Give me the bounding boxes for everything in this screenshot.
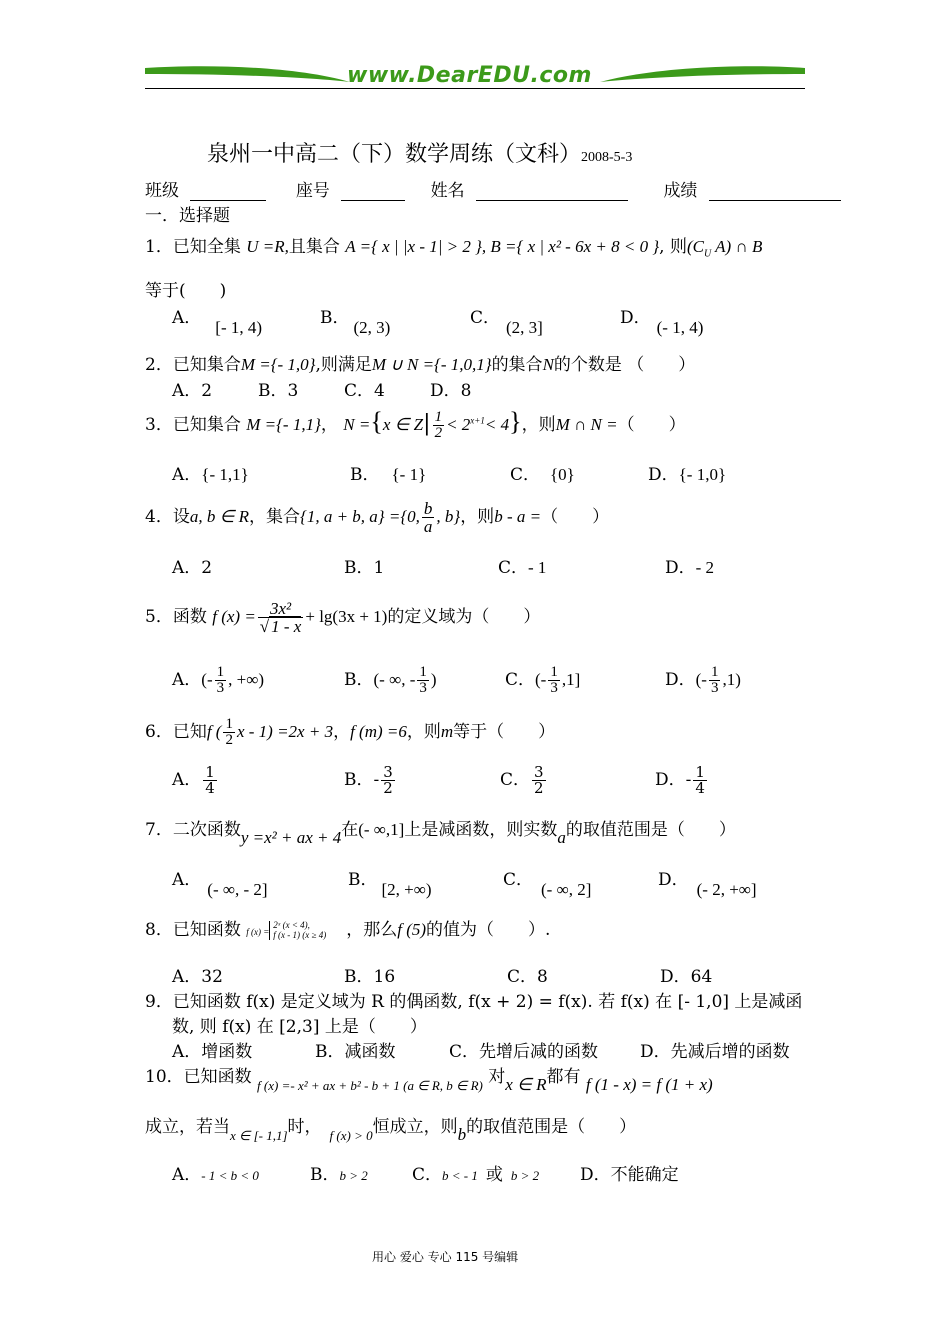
seat-label: 座号 (295, 181, 330, 201)
q2-option-d[interactable]: D．8 (430, 381, 472, 401)
q4-fraction: $\frac{b}{a}$ (423, 499, 433, 536)
q1-text: 已知全集 (172, 237, 241, 257)
q3-option-c[interactable]: C． {0} (510, 465, 575, 485)
question-3: 3．已知集合 M ={- 1,1}， N ={x ∈ Z| $\frac{1}{2}$ < $2^{x+1}< 4$}，则M ∩ N =（ ） (145, 407, 686, 441)
title-text: 泉州一中高二（下）数学周练（文科） (207, 142, 582, 167)
page-footer: 用心 爱心 专心 115 号编辑 (372, 1250, 519, 1264)
class-blank[interactable] (190, 184, 266, 201)
q4-option-a[interactable]: A．2 (172, 558, 213, 578)
q1-option-d[interactable]: D． (- 1, 4) (620, 308, 704, 337)
q6-option-c[interactable]: C． $\frac{3}{2}$ (500, 763, 544, 797)
q3-set-m: M ={- 1,1} (246, 415, 321, 434)
q7-option-b[interactable]: B． [2, +∞) (348, 870, 432, 899)
q4-option-c[interactable]: C．- 1 (498, 558, 547, 578)
q9-option-c[interactable]: C．先增后减的函数 (449, 1042, 599, 1062)
q5-option-a[interactable]: A．(- $\frac{1}{3}$ , +∞) (172, 664, 264, 696)
q7-option-c[interactable]: C． (- ∞, 2] (503, 870, 592, 899)
q1-option-c[interactable]: C． (2, 3] (470, 308, 543, 337)
q10-option-b[interactable]: B．b > 2 (310, 1165, 368, 1185)
q1-text-b: 且集合 (288, 237, 340, 257)
q3-option-b[interactable]: B． {- 1} (350, 465, 427, 485)
question-4: 4．设a, b ∈ R，集合{1, a + b, a} ={0, $\frac{b}{a}$ , b}，则b - a =（ ） (145, 499, 610, 536)
q2-option-a[interactable]: A．2 (172, 381, 213, 401)
score-label: 成绩 (663, 181, 698, 201)
q6-option-a[interactable]: A． $\frac{1}{4}$ (172, 763, 215, 797)
q1-option-b[interactable]: B． (2, 3) (320, 308, 391, 337)
q1-option-a[interactable]: A． [- 1, 4) (172, 308, 263, 337)
q8-piecewise: 2ˣ (x < 4), f (x - 1) (x ≥ 4) (269, 921, 326, 941)
question-8: 8．已知函数 f (x) = 2ˣ (x < 4), f (x - 1) (x ≥ 4) ，那么f (5)的值为（ ）. (145, 919, 551, 940)
q1-set-a: A ={ x | |x - 1| > 2 } (345, 237, 482, 256)
q2-set-m: M ={- 1,0} (240, 355, 316, 374)
q2-option-c[interactable]: C．4 (344, 381, 385, 401)
class-label: 班级 (145, 181, 179, 201)
q1-number: 1． (145, 237, 173, 257)
score-blank[interactable] (709, 184, 841, 201)
student-info-row (145, 176, 841, 201)
header-rule (145, 88, 805, 89)
q3-option-d[interactable]: D．{- 1,0} (648, 465, 727, 485)
question-10-line2: 成立，若当$_{x \in [- 1,1]}$时， $_{f (x) > 0}$恒成立，则b的取值范围是（ ） (145, 1117, 637, 1144)
question-1-ask: 等于( ) (145, 281, 227, 301)
seat-blank[interactable] (341, 184, 405, 201)
q5-fraction: $\frac{\text{3x²}}{√ 1 - x}$ (259, 599, 302, 636)
name-blank[interactable] (476, 184, 628, 201)
q2-option-b[interactable]: B．3 (258, 381, 299, 401)
q8-option-c[interactable]: C．8 (507, 967, 548, 987)
q10-option-d[interactable]: D．不能确定 (580, 1165, 679, 1185)
q1-expression: ($C_U$ A) ∩ B (686, 237, 763, 260)
q1-set-b: , B ={ x | x² - 6x + 8 < 0 } (481, 237, 660, 256)
q8-option-b[interactable]: B．16 (344, 967, 396, 987)
q7-option-d[interactable]: D． (- 2, +∞] (658, 870, 757, 899)
q8-option-a[interactable]: A．32 (172, 967, 223, 987)
header-logo: www.DearEDU.com (347, 63, 592, 88)
title-date: 2008-5-3 (581, 150, 633, 165)
q5-option-d[interactable]: D．(- $\frac{1}{3}$ ,1) (665, 664, 741, 696)
question-5: 5．函数 f (x) = $\frac{\text{3x²}}{√ 1 - x}$ + lg(3x + 1)的定义域为（ ） (145, 599, 541, 636)
q9-option-b[interactable]: B．减函数 (315, 1042, 396, 1062)
name-label: 姓名 (430, 181, 465, 201)
q4-option-b[interactable]: B．1 (344, 558, 385, 578)
q1-universal-set: U =R, (246, 237, 289, 256)
header-swoosh-left (145, 60, 355, 90)
q10-option-c[interactable]: C．b < - 1 或 b > 2 (412, 1165, 540, 1185)
q9-option-a[interactable]: A．增函数 (172, 1042, 253, 1062)
q2-union: M ∪ N ={- 1,0,1} (371, 355, 492, 374)
q3-fraction: $\frac{1}{2}$ (434, 409, 443, 441)
q1-text-d: , 则 (659, 237, 687, 257)
section-heading: 一．选择题 (145, 206, 230, 226)
question-10: 10．已知函数 $_{f (x) =- x^2 + ax + b^2 - b + 1 (a \in R, b \in R)}$ 对x ∈ R都有 f (1 - x) = f (1 + x) (145, 1067, 713, 1094)
question-1 (145, 232, 762, 259)
q5-option-c[interactable]: C．(- $\frac{1}{3}$ ,1] (505, 664, 581, 696)
header-swoosh-right (600, 60, 805, 90)
q6-option-b[interactable]: B．- $\frac{3}{2}$ (344, 763, 393, 797)
question-9: 9．已知函数 f(x) 是定义域为 R 的偶函数, f(x + 2) = f(x). 若 f(x) 在 [- 1,0] 上是减函 (145, 992, 803, 1012)
q9-option-d[interactable]: D．先减后增的函数 (640, 1042, 790, 1062)
q10-option-a[interactable]: A．- 1 < b < 0 (172, 1165, 259, 1185)
question-2: 2．已知集合M ={- 1,0},则满足M ∪ N ={- 1,0,1}的集合N的个数是 （ ） (145, 355, 696, 375)
q4-option-d[interactable]: D．- 2 (665, 558, 715, 578)
page-title (207, 137, 632, 168)
q6-option-d[interactable]: D．- $\frac{1}{4}$ (655, 763, 705, 797)
question-7: 7．二次函数y =x² + ax + 4在(- ∞,1]上是减函数，则实数a的取值范围是（ ） (145, 820, 736, 847)
q7-option-a[interactable]: A． (- ∞, - 2] (172, 870, 268, 899)
question-9-line2: 数, 则 f(x) 在 [2,3] 上是（ ） (172, 1017, 427, 1037)
q3-option-a[interactable]: A．{- 1,1} (172, 465, 249, 485)
q5-option-b[interactable]: B．(- ∞, - $\frac{1}{3}$ ) (344, 664, 437, 696)
question-6: 6．已知f ( $\frac{1}{2}$ x - 1) =2x + 3，f (m) =6，则m等于（ ） (145, 716, 556, 748)
q8-option-d[interactable]: D．64 (660, 967, 713, 987)
